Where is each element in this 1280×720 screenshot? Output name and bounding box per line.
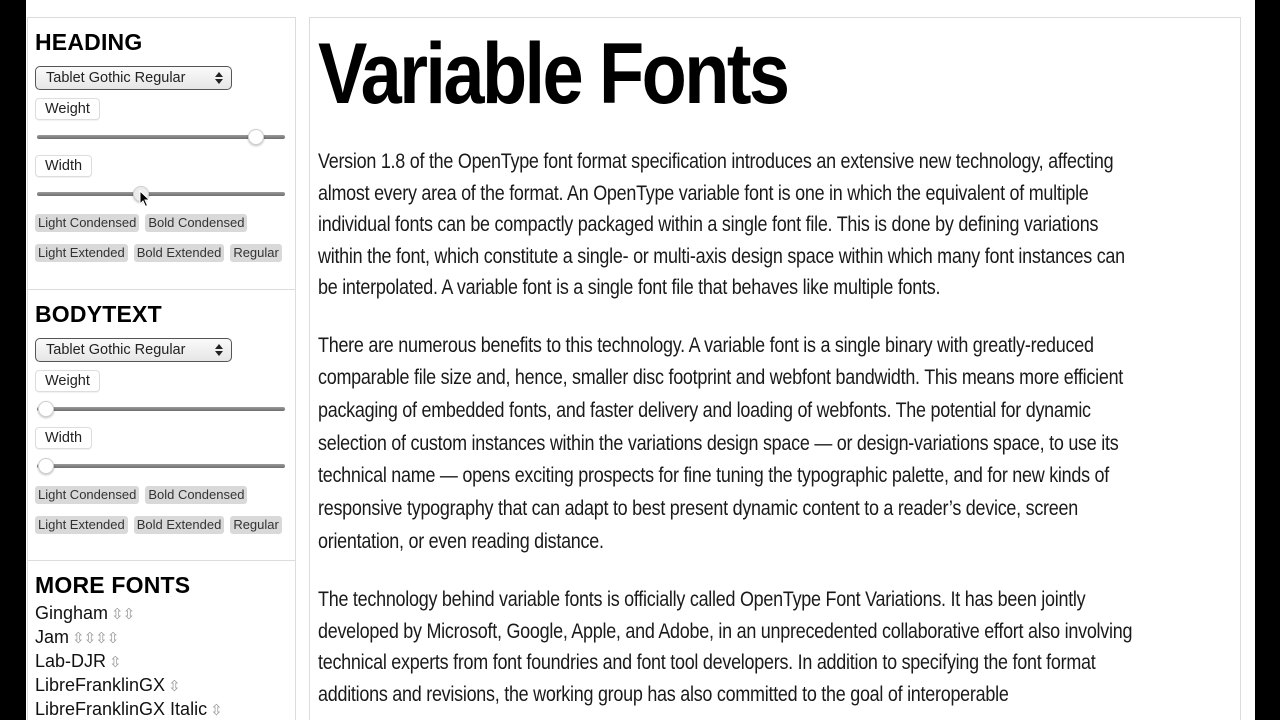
- slider-track: [37, 407, 285, 411]
- preset-light-extended[interactable]: Light Extended: [35, 516, 128, 534]
- font-name: Gingham: [35, 603, 109, 623]
- text-line: almost every area of the format. An OpenType variable font is one in which the equivalent of multiple: [318, 181, 1089, 205]
- heading-width-slider[interactable]: [35, 186, 285, 202]
- preset-light-condensed[interactable]: Light Condensed: [35, 214, 139, 232]
- text-line: developed by Microsoft, Google, Apple, and Adobe, in an unprecedented collaborative effort also involving: [318, 619, 1133, 643]
- preset-bold-extended[interactable]: Bold Extended: [134, 244, 225, 262]
- text-line: technical experts from font foundries and font tool developers. In addition to specifying the font format: [318, 651, 1096, 675]
- text-line: packaging of embedded fonts, and faster delivery and loading of webfonts. The potential for dynamic: [318, 398, 1091, 422]
- more-fonts-list: [35, 602, 295, 720]
- heading-controls: [28, 18, 295, 290]
- paragraph-3: [318, 584, 1233, 710]
- page-title: Variable Fonts: [318, 26, 788, 122]
- text-line: comparable file size and, hence, smaller disc footprint and webfont bandwidth. This means more efficient: [318, 366, 1124, 390]
- font-name: Jam: [35, 627, 70, 647]
- preset-regular[interactable]: Regular: [230, 244, 282, 262]
- heading-weight-slider[interactable]: [35, 129, 285, 145]
- more-fonts-title: MORE FONTS: [35, 572, 191, 598]
- text-line: within the font, which constitute a single- or multi-axis design space within which many font instances can: [318, 244, 1125, 268]
- font-name: LibreFranklinGX: [35, 675, 166, 695]
- preset-light-condensed[interactable]: Light Condensed: [35, 486, 139, 504]
- text-line: The technology behind variable fonts is officially called OpenType Font Variations. It has been jointly: [318, 588, 1086, 612]
- heading-width-label[interactable]: Width: [35, 155, 92, 177]
- preset-bold-condensed[interactable]: Bold Condensed: [145, 486, 247, 504]
- text-line: technical name — opens exciting prospects for fine tuning the typographic palette, and for new kinds of: [318, 464, 1110, 488]
- font-name: Lab-DJR: [35, 651, 107, 671]
- font-item-jam[interactable]: [35, 626, 295, 650]
- bodytext-width-slider[interactable]: [35, 458, 285, 474]
- bodytext-weight-label[interactable]: Weight: [35, 370, 100, 392]
- axis-arrows-icon: ⇳⇳⇳⇳: [72, 630, 119, 647]
- preset-bold-condensed[interactable]: Bold Condensed: [145, 214, 247, 232]
- bodytext-font-select[interactable]: [35, 338, 232, 362]
- slider-track: [37, 464, 285, 468]
- heading-font-select-value: Tablet Gothic Regular: [46, 70, 186, 86]
- slider-track: [37, 192, 285, 196]
- text-line: be interpolated. A variable font is a single font file that behaves like multiple fonts.: [318, 276, 941, 299]
- preset-regular[interactable]: Regular: [230, 516, 282, 534]
- bodytext-presets: [35, 486, 297, 534]
- select-arrows-icon: [215, 70, 223, 86]
- axis-arrows-icon: ⇳⇳: [111, 606, 135, 623]
- font-item-librefranklingx[interactable]: [35, 674, 295, 698]
- bodytext-controls: [28, 290, 295, 561]
- more-fonts: [28, 561, 295, 720]
- bodytext-width-label[interactable]: Width: [35, 427, 92, 449]
- slider-thumb[interactable]: [248, 129, 264, 145]
- axis-arrows-icon: ⇳: [109, 654, 121, 671]
- select-arrows-icon: [215, 342, 223, 358]
- text-line: additions and revisions, the working group has also committed to the goal of interoperable: [318, 682, 1009, 706]
- axis-arrows-icon: ⇳: [210, 702, 222, 719]
- heading-weight-label[interactable]: Weight: [35, 98, 100, 120]
- slider-thumb[interactable]: [38, 458, 54, 474]
- page: [26, 0, 1255, 720]
- text-line: orientation, or even reading distance.: [318, 529, 604, 553]
- heading-section-title: HEADING: [35, 29, 143, 55]
- heading-font-select[interactable]: [35, 66, 232, 90]
- font-item-lab-djr[interactable]: [35, 650, 295, 674]
- slider-thumb[interactable]: [38, 401, 54, 417]
- font-item-gingham[interactable]: [35, 602, 295, 626]
- axis-arrows-icon: ⇳: [168, 678, 180, 695]
- preset-bold-extended[interactable]: Bold Extended: [134, 516, 225, 534]
- text-line: selection of custom instances within the variations design space — or design-variations space, to use its: [318, 431, 1119, 455]
- paragraph-2: [318, 330, 1233, 559]
- preset-light-extended[interactable]: Light Extended: [35, 244, 128, 262]
- bodytext-weight-slider[interactable]: [35, 401, 285, 417]
- text-line: responsive typography that can adapt to best present dynamic content to a reader’s device, screen: [318, 497, 1078, 521]
- preview-panel: [309, 17, 1241, 720]
- bodytext-section-title: BODYTEXT: [35, 301, 162, 327]
- text-line: individual fonts can be compactly packaged within a single font file. This is done by defining variations: [318, 213, 1099, 236]
- text-line: Version 1.8 of the OpenType font format specification introduces an extensive new technology, affecting: [318, 150, 1114, 173]
- text-line: There are numerous benefits to this technology. A variable font is a single binary with greatly-reduced: [318, 333, 1094, 357]
- heading-presets: [35, 214, 297, 262]
- font-item-librefranklingx-italic[interactable]: [35, 698, 295, 720]
- font-name: LibreFranklinGX Italic: [35, 699, 208, 719]
- controls-sidebar: [27, 17, 296, 720]
- bodytext-font-select-value: Tablet Gothic Regular: [46, 342, 186, 358]
- paragraph-1: [318, 146, 1233, 304]
- mouse-cursor-icon: [139, 190, 151, 208]
